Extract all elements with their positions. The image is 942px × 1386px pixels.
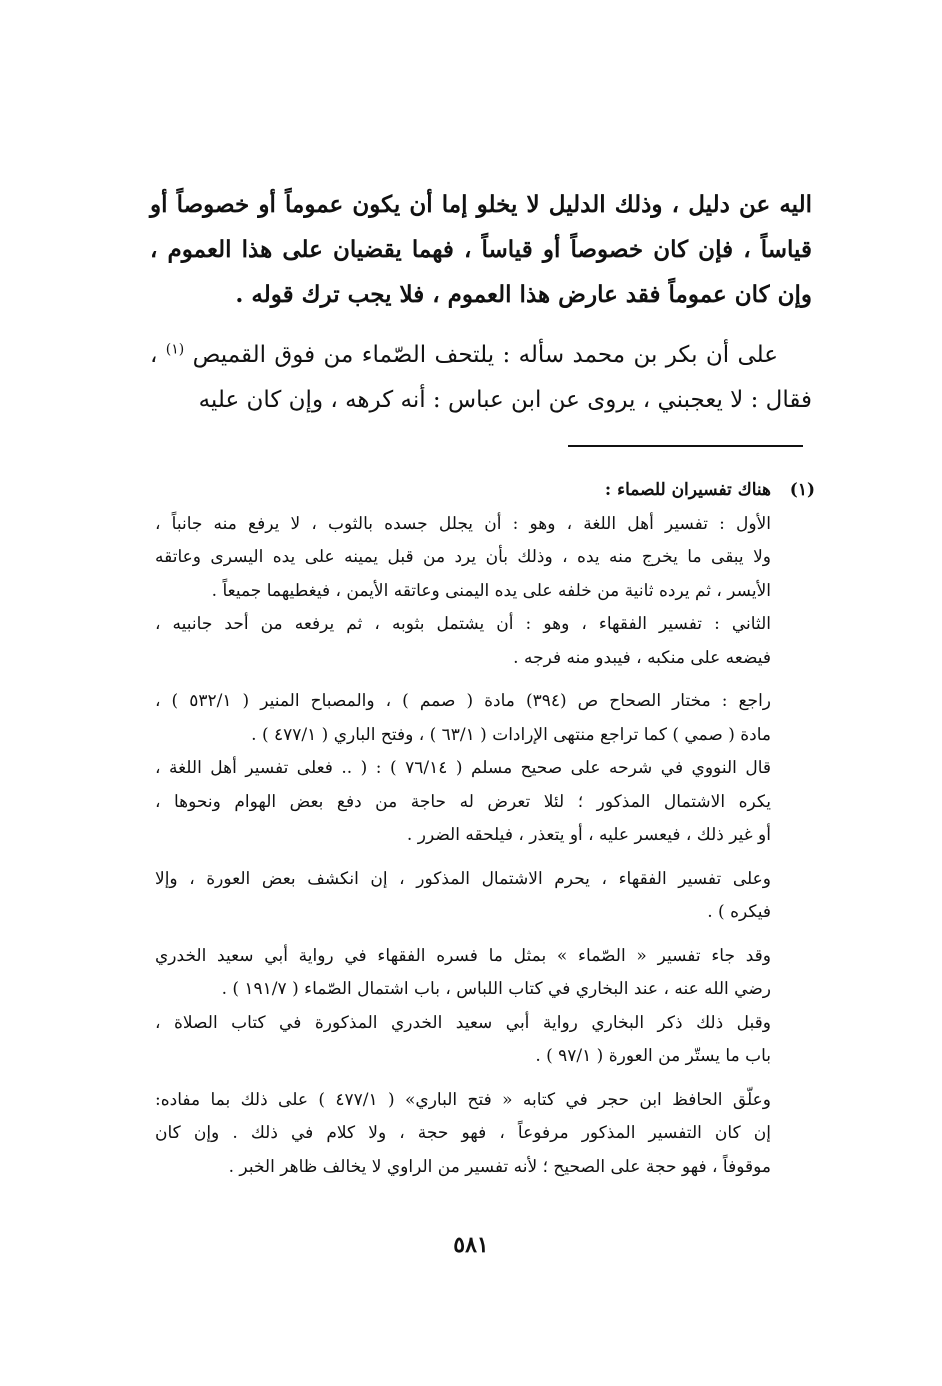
main-paragraph-2-end: ، فقال : لا يعجبني ، يروى عن ابن عباس : أنه كرهه ، وإن كان عليه	[150, 342, 812, 413]
footnote-line: ولا يبقى ما يخرج منه يده ، وذلك بأن يرد من قبل يمينه على يده اليسرى وعاتقه	[155, 547, 771, 567]
footnote-line: وعلّق الحافظ ابن حجر في كتابه « فتح الباري» ( ٤٧٧/١ ) على ذلك بما مفاده:	[155, 1089, 771, 1110]
main-paragraph-2	[150, 333, 812, 423]
main-text	[150, 182, 812, 423]
footnote-line: موقوفاً ، فهو حجة على الصحيح ؛ لأنه تفسير من الراوي لا يخالف ظاهر الخبر .	[228, 1156, 771, 1177]
footnote-line: وقد جاء تفسير « الصّماء » بمثل ما فسره الفقهاء في رواية أبي سعيد الخدري	[155, 945, 771, 966]
footnote-line: فيكره ) .	[707, 902, 771, 922]
footnote-line: وعلى تفسير الفقهاء ، يحرم الاشتمال المذكور ، إن انكشف بعض العورة ، وإلا	[155, 868, 771, 889]
footnote-line: الأول : تفسير أهل اللغة ، وهو : أن يجلل جسده بالثوب ، لا يرفع منه جانباً ،	[155, 513, 771, 534]
footnote-line: راجع : مختار الصحاح ص (٣٩٤) مادة ( صمم ) ، والمصباح المنير ( ٥٣٢/١ ) ،	[155, 691, 771, 711]
footnote-heading: هناك تفسيران للصماء :	[604, 480, 771, 500]
footnote-marker: (١)	[789, 480, 815, 500]
footnote-line: فيضعه على منكبه ، فيبدو منه فرجه .	[513, 647, 771, 668]
footnote-line: وقبل ذلك ذكر البخاري رواية أبي سعيد الخدري المذكورة في كتاب الصلاة ،	[155, 1012, 771, 1033]
main-paragraph-2-start: على أن بكر بن محمد سأله : يلتحف الصّماء من فوق القميص	[192, 342, 779, 368]
page-number: ٥٨١	[453, 1232, 489, 1258]
footnote-separator	[568, 445, 803, 447]
footnote-line: أو غير ذلك ، فيعسر عليه ، أو يتعذر ، فيلحقه الضرر .	[406, 825, 771, 845]
footnote-line: مادة ( صمي ) كما تراجع منتهى الإرادات ( ٦٣/١ ) ، وفتح الباري ( ٤٧٧/١ ) .	[251, 724, 771, 745]
footnote-header	[155, 474, 815, 508]
footnote-reference: (١)	[165, 341, 185, 358]
footnote-line: يكره الاشتمال المذكور ؛ لئلا تعرض له حاجة من دفع بعض الهوام ونحوها ،	[155, 791, 771, 812]
footnote-line: الثاني : تفسير الفقهاء ، وهو : أن يشتمل بثوبه ، ثم يرفعه من أحد جانبيه ،	[155, 614, 771, 634]
footnote-line: إن كان التفسير المذكور مرفوعاً ، فهو حجة ، ولا كلام في ذلك . وإن كان	[155, 1123, 771, 1143]
footnote-line: باب ما يستّر من العورة ( ٩٧/١ ) .	[535, 1046, 771, 1066]
main-paragraph-1: اليه عن دليل ، وذلك الدليل لا يخلو إما أن يكون عموماً أو خصوصاً أو قياساً ، فإن كان خصوصاً أو قياساً ، فهما يقضيان على هذا العموم ، وإن كان عموماً فقد عارض هذا العموم ، فلا يجب ترك قوله .	[150, 191, 812, 308]
footnote-line: رضي الله عنه ، عند البخاري في كتاب اللباس ، باب اشتمال الصّماء ( ١٩١/٧ ) .	[221, 979, 771, 999]
footnote-body	[155, 508, 771, 1185]
footnote-line: قال النووي في شرحه على صحيح مسلم ( ٧٦/١٤ ) : ( .. فعلى تفسير أهل اللغة ،	[155, 758, 772, 778]
footnote-line: الأيسر ، ثم يرده ثانية من خلفه على يده اليمنى وعاتقه الأيمن ، فيغطيهما جميعاً .	[211, 580, 771, 601]
footnote-section	[155, 474, 815, 1184]
